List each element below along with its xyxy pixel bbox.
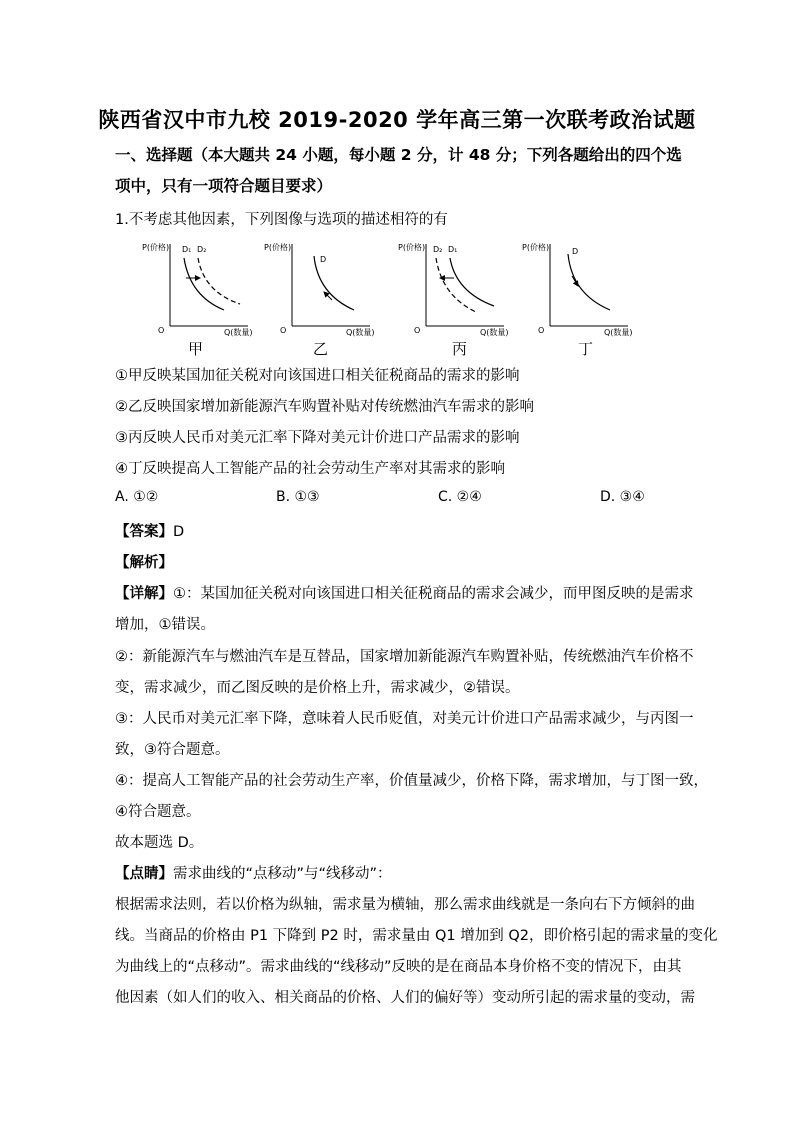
answer-label: 【答案】 (115, 524, 173, 540)
chart-ding-svg (520, 236, 633, 337)
detail-line-2: 增加，①错误。 (115, 617, 215, 633)
origin-label: O (280, 326, 287, 335)
option-b: B. ①③ (276, 489, 320, 505)
detail-label: 【详解】 (115, 586, 173, 602)
detail-line-8: ④符合题意。 (115, 804, 201, 820)
y-axis-label: P(价格) (522, 243, 550, 252)
tip-title: 需求曲线的“点移动”与“线移动”： (173, 866, 392, 882)
curve-label-d1: D₁ (448, 245, 458, 254)
page-title: 陕西省汉中市九校 2019-2020 学年高三第一次联考政治试题 (98, 108, 696, 132)
demand-curve-d2 (436, 258, 476, 312)
detail-line-5: ③：人民币对美元汇率下降，意味着人民币贬值，对美元计价进口产品需求减少，与丙图一 (115, 711, 694, 727)
chart-bing (396, 236, 509, 337)
tip-line-4: 他因素（如人们的收入、相关商品的价格、人们的偏好等）变动所引起的需求量的变动，需 (115, 990, 695, 1006)
tip-heading (115, 862, 685, 883)
chart-caption-jia: 甲 (188, 340, 204, 358)
y-axis-label: P(价格) (398, 243, 426, 252)
origin-label: O (158, 326, 165, 335)
section-heading-line2: 项中，只有一项符合题目要求） (115, 177, 333, 195)
option-c: C. ②④ (438, 489, 482, 505)
x-axis-label: Q(数量) (604, 328, 633, 337)
question-stem: 1.不考虑其他因素，下列图像与选项的描述相符的有 (115, 212, 448, 228)
x-axis-label: Q(数量) (480, 328, 509, 337)
movement-arrow (572, 276, 578, 286)
curve-label-d2: D₂ (197, 245, 207, 254)
chart-yi-svg (262, 236, 375, 337)
chart-caption-bing: 丙 (452, 340, 468, 358)
detail-text-1: ①：某国加征关税对向该国进口相关征税商品的需求会减少，而甲图反映的是需求 (173, 586, 694, 602)
option-d: D. ③④ (600, 489, 645, 505)
chart-yi (262, 236, 375, 337)
demand-curve-d1 (184, 258, 224, 310)
chart-caption-yi: 乙 (313, 340, 329, 358)
statement-2: ②乙反映国家增加新能源汽车购置补贴对传统燃油汽车需求的影响 (115, 399, 534, 415)
y-axis-label: P(价格) (142, 243, 170, 252)
section-heading-line1: 一、选择题（本大题共 24 小题，每小题 2 分，计 48 分；下列各题给出的四个选 (115, 146, 682, 164)
chart-ding (520, 236, 633, 337)
answer-row (115, 520, 685, 541)
detail-line-9: 故本题选 D。 (115, 835, 204, 851)
detail-line-6: 致，③符合题意。 (115, 742, 230, 758)
tip-label: 【点睛】 (115, 866, 173, 882)
movement-arrow (324, 292, 332, 300)
chart-bing-svg (396, 236, 509, 337)
statement-4: ④丁反映提高人工智能产品的社会劳动生产率对其需求的影响 (115, 461, 505, 477)
x-axis-label: Q(数量) (224, 328, 253, 337)
detail-line-3: ②：新能源汽车与燃油汽车是互替品，国家增加新能源汽车购置补贴，传统燃油汽车价格不 (115, 649, 694, 665)
chart-caption-ding: 丁 (578, 340, 594, 358)
x-axis-label: Q(数量) (346, 328, 375, 337)
option-a: A. ①② (115, 489, 159, 505)
origin-label: O (414, 326, 421, 335)
curve-label-d1: D₁ (182, 245, 192, 254)
origin-label: O (538, 326, 545, 335)
tip-line-3: 为曲线上的“点移动”。需求曲线的“线移动”反映的是在商品本身价格不变的情况下，由其 (115, 959, 682, 975)
statement-3: ③丙反映人民币对美元汇率下降对美元计价进口产品需求的影响 (115, 430, 520, 446)
curve-label-d: D (320, 255, 327, 264)
y-axis-label: P(价格) (264, 243, 292, 252)
chart-jia (140, 236, 253, 337)
demand-curve-d (314, 256, 354, 310)
statement-1: ①甲反映某国加征关税对向该国进口相关征税商品的需求的影响 (115, 368, 520, 384)
demand-curve-d (568, 254, 610, 310)
detail-line-7: ④：提高人工智能产品的社会劳动生产率，价值量减少，价格下降，需求增加，与丁图一致， (115, 773, 708, 789)
demand-curve-d1 (450, 258, 494, 306)
curve-label-d2: D₂ (433, 245, 443, 254)
curve-label-d: D (572, 247, 579, 256)
answer-value: D (173, 524, 185, 540)
detail-line-4: 变，需求减少，而乙图反映的是价格上升，需求减少，②错误。 (115, 680, 520, 696)
tip-line-2: 线。当商品的价格由 P1 下降到 P2 时，需求量由 Q1 增加到 Q2，即价格引起的需求量的变化 (115, 928, 718, 944)
chart-jia-svg (140, 236, 253, 337)
detail-line-1 (115, 582, 694, 603)
tip-line-1: 根据需求法则，若以价格为纵轴，需求量为横轴，那么需求曲线就是一条向右下方倾斜的曲 (115, 897, 695, 913)
analysis-label: 【解析】 (115, 555, 173, 571)
